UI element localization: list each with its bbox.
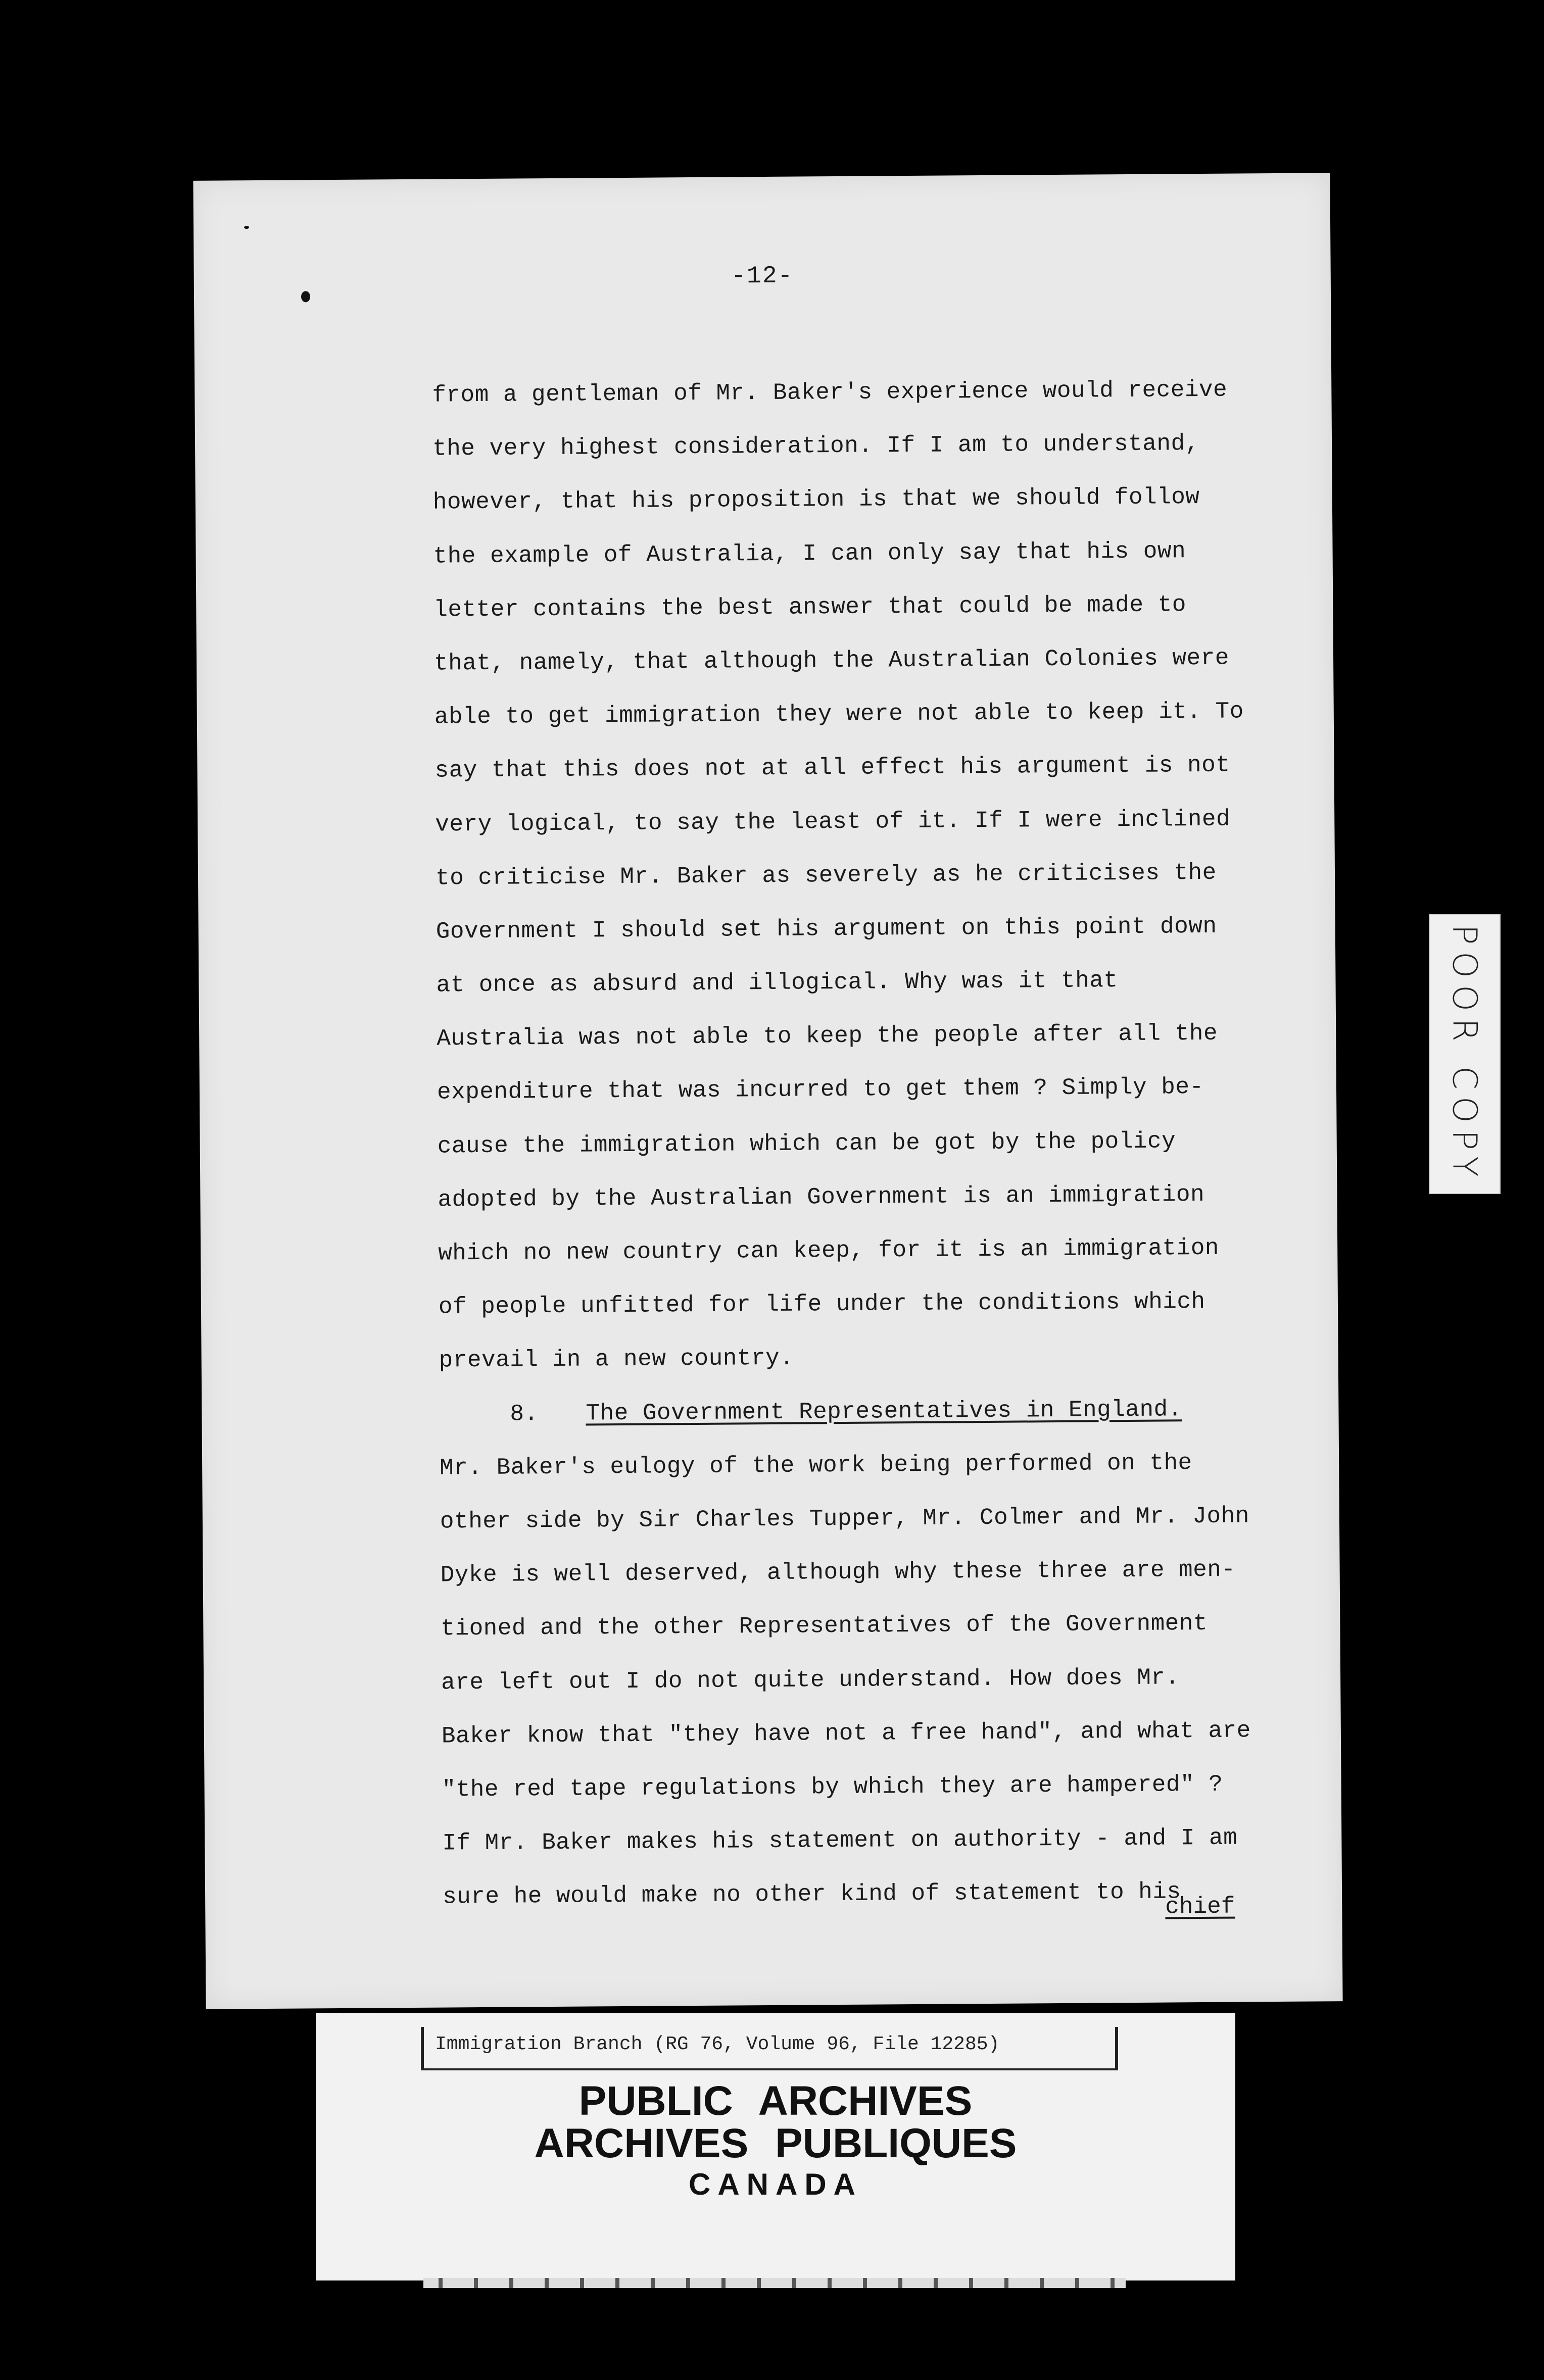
text-line: however, that his proposition is that we should follow (432, 484, 1200, 516)
section-title: The Government Representatives in England. (586, 1396, 1182, 1427)
text-line: of people unfitted for life under the conditions which (438, 1288, 1205, 1320)
text-line: Government I should set his argument on this point down (436, 913, 1217, 945)
text-line: cause the immigration which can be got by the policy (437, 1127, 1176, 1160)
text-line: If Mr. Baker makes his statement on authority - and I am (442, 1824, 1238, 1857)
ink-speck (244, 226, 249, 229)
poor-copy-stamp (1429, 914, 1501, 1194)
text-line: Dyke is well deserved, although why these three are men- (440, 1556, 1236, 1589)
text-line: are left out I do not quite understand. How does Mr. (441, 1664, 1180, 1696)
text-line: other side by Sir Charles Tupper, Mr. Colmer and Mr. John (440, 1503, 1250, 1535)
section-number: 8. (510, 1400, 539, 1427)
text-line: to criticise Mr. Baker as severely as he criticises the (435, 859, 1217, 891)
document-page (193, 173, 1342, 2009)
text-line: expenditure that was incurred to get them ? Simply be- (437, 1074, 1204, 1106)
catchword: chief (1165, 1893, 1235, 1920)
page-number: -12- (731, 262, 794, 290)
text-line: the very highest consideration. If I am to understand, (432, 430, 1199, 462)
text-line: able to get immigration they were not able to keep it. To (434, 698, 1244, 730)
text-line: sure he would make no other kind of statement to his (442, 1878, 1181, 1910)
text-line: "the red tape regulations by which they are hampered" ? (442, 1771, 1223, 1803)
text-line: that, namely, that although the Australian Colonies were (433, 644, 1230, 677)
text-line: letter contains the best answer that could be made to (433, 591, 1187, 623)
text-line: the example of Australia, I can only say that his own (433, 537, 1186, 570)
archives-country: CANADA (689, 2167, 862, 2201)
text-line: adopted by the Australian Government is an immigration (438, 1181, 1205, 1213)
text-line: tioned and the other Representatives of the Government (441, 1610, 1208, 1642)
text-line: prevail in a new country. (439, 1345, 794, 1374)
archives-title-fr: ARCHIVES PUBLIQUES (534, 2120, 1017, 2166)
stamp-text: POOR COPY (1445, 924, 1484, 1184)
text-line: at once as absurd and illogical. Why was it that (436, 967, 1118, 999)
archives-label (316, 2013, 1235, 2280)
text-line: from a gentleman of Mr. Baker's experience would receive (432, 376, 1228, 409)
file-reference: Immigration Branch (RG 76, Volume 96, File 12285) (421, 2027, 1118, 2070)
archives-title-en: PUBLIC ARCHIVES (578, 2078, 973, 2124)
text-line: Baker know that "they have not a free hand", and what are (441, 1717, 1251, 1750)
text-line: Mr. Baker's eulogy of the work being performed on the (440, 1449, 1192, 1481)
text-line: say that this does not at all effect his argument is not (435, 752, 1230, 784)
letter-body (432, 363, 1251, 1924)
text-line: which no new country can keep, for it is an immigration (438, 1234, 1220, 1267)
section-heading (439, 1382, 1248, 1441)
text-line: very logical, to say the least of it. If I were inclined (435, 806, 1231, 838)
text-line: Australia was not able to keep the people after all the (437, 1020, 1218, 1052)
film-edge-strip (423, 2278, 1126, 2288)
